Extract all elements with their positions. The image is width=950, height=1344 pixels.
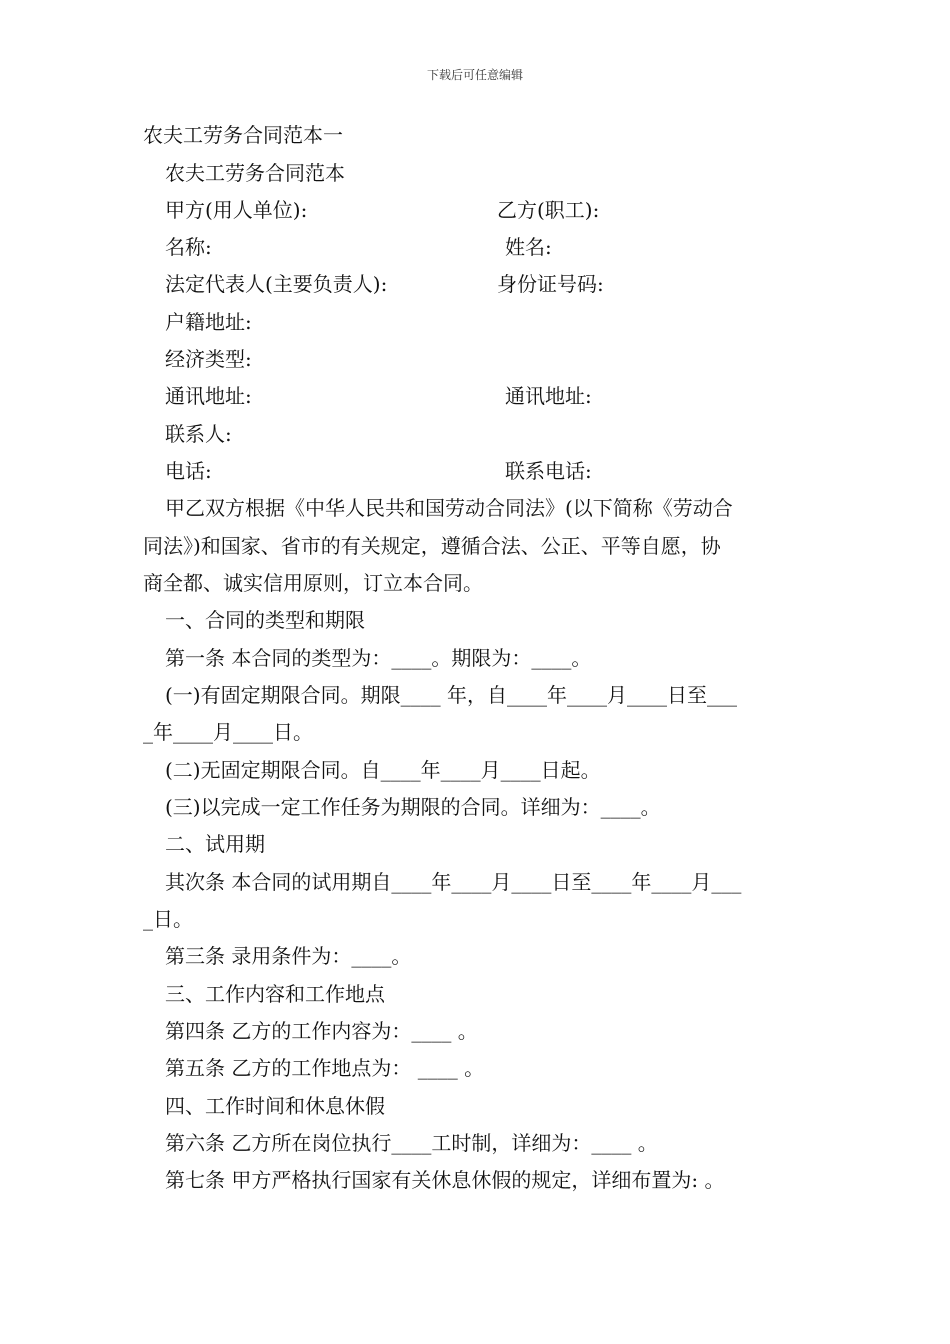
party-left-4: 经济类型: [165, 347, 252, 371]
party-left-7: 电话: [165, 459, 212, 483]
body-line: 第六条 乙方所在岗位执行____工时制，详细为：____ 。 [165, 1131, 658, 1155]
body-line: 商全都、诚实信用原则，订立本合同。 [143, 571, 483, 595]
body-line: 第三条 录用条件为：____。 [165, 944, 412, 968]
party-left-0: 甲方(用人单位): [165, 198, 308, 222]
party-left-1: 名称: [165, 235, 212, 259]
section-heading: 四、工作时间和休息休假 [165, 1094, 385, 1118]
body-line: (二)无固定期限合同。自____年____月____日起。 [165, 758, 601, 782]
section-heading: 二、试用期 [165, 832, 265, 856]
body-line: _年____月____日。 [143, 720, 313, 744]
party-left-3: 户籍地址: [165, 310, 252, 334]
section-heading: 一、合同的类型和期限 [165, 608, 365, 632]
body-line: (三)以完成一定工作任务为期限的合同。详细为：____。 [165, 795, 661, 819]
body-line: 第五条 乙方的工作地点为： ____ 。 [165, 1056, 485, 1080]
party-right-0: 乙方(职工): [497, 198, 600, 222]
party-right-2: 身份证号码: [497, 272, 604, 296]
party-right-1: 姓名: [505, 235, 552, 259]
section-heading: 三、工作内容和工作地点 [165, 982, 385, 1006]
body-line: 其次条 本合同的试用期自____年____月____日至____年____月___ [165, 870, 742, 894]
party-left-5: 通讯地址: [165, 384, 252, 408]
document-subtitle: 农夫工劳务合同范本 [165, 161, 345, 185]
party-right-5: 通讯地址: [505, 384, 592, 408]
document-title: 农夫工劳务合同范本一 [143, 123, 343, 147]
body-line: 同法》)和国家、省市的有关规定，遵循合法、公正、平等自愿，协 [143, 534, 721, 558]
page-header: 下载后可任意编辑 [426, 68, 523, 82]
body-line: 第一条 本合同的类型为：____。期限为：____。 [165, 646, 592, 670]
party-left-2: 法定代表人(主要负责人): [165, 272, 388, 296]
body-line: _日。 [143, 907, 193, 931]
body-line: 第七条 甲方严格执行国家有关休息休假的规定，详细布置为: 。 [165, 1168, 725, 1192]
body-line: (一)有固定期限合同。期限____ 年，自____年____月____日至___ [165, 683, 737, 707]
party-left-6: 联系人: [165, 422, 232, 446]
body-line: 甲乙双方根据《中华人民共和国劳动合同法》(以下简称《劳动合 [165, 496, 733, 520]
body-line: 第四条 乙方的工作内容为：____ 。 [165, 1019, 478, 1043]
party-right-7: 联系电话: [505, 459, 592, 483]
